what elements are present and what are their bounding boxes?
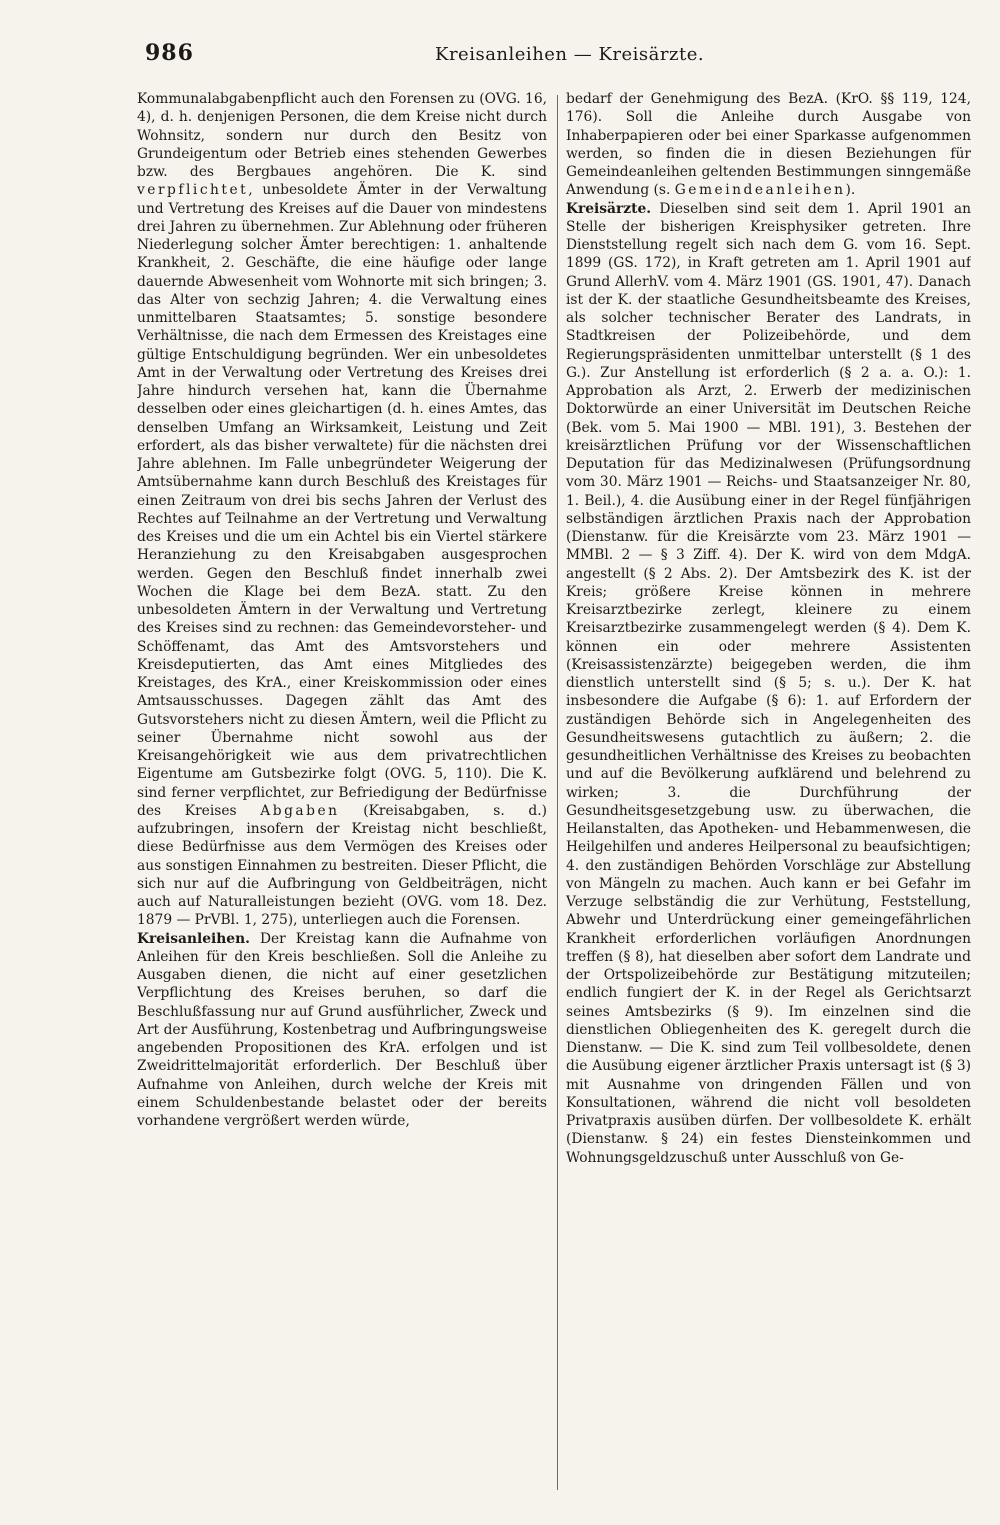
text-run: (Kreisabgaben, s. d.) aufzubringen, insofern der Kreistag nicht beschließt, diese Bedürfnisse aus dem Vermögen des Kreises oder aus sonstigen Einnahmen zu bestreiten. Dieser Pflicht, die sich nur auf die Aufbringung von Geldbeiträgen, nicht auch auf Naturalleistungen bezieht (OVG. vom 18. Dez. 1879 — PrVBl. 1, 275), unterliegen auch die Forensen.	[137, 802, 547, 929]
page-header	[145, 40, 970, 80]
spaced-emphasis: Abgaben	[260, 802, 340, 819]
text-run: , unbesoldete Ämter in der Verwaltung und Vertretung des Kreises auf die Dauer von mindestens drei Jahren zu übernehmen. Zur Ablehnung oder früheren Niederlegung solcher Ämter berechtigen: 1. anhaltende Krankheit, 2. Geschäfte, die eine häufige oder lange dauernde Abwesenheit vom Wohnorte mit sich bringen; 3. das Alter von sechzig Jahren; 4. die Verwaltung eines unmittelbaren Staatsamtes; 5. sonstige besondere Verhältnisse, die nach dem Ermessen des Kreistages eine gültige Entschuldigung begründen. Wer ein unbesoldetes Amt in der Verwaltung oder Vertretung des Kreises drei Jahre hindurch versehen hat, kann die Übernahme desselben oder eines gleichartigen (d. h. eines Amtes, das denselben Umfang an Wirksamkeit, Leistung und Zeit erfordert, als das bisher verwaltete) für die nächsten drei Jahre ablehnen. Im Falle unbegründeter Weigerung der Amtsübernahme kann durch Beschluß des Kreistages für einen Zeitraum von drei bis sechs Jahren der Verlust des Rechtes auf Teilnahme an der Vertretung und Verwaltung des Kreises und die um ein Achtel bis ein Viertel stärkere Heranziehung zu den Kreisabgaben ausgesprochen werden. Gegen den Beschluß findet innerhalb zwei Wochen die Klage bei dem BezA. statt. Zu den unbesoldeten Ämtern in der Verwaltung und Vertretung des Kreises sind zu rechnen: das Gemeindevorsteher- und Schöffenamt, das Amt des Amtsvorstehers und Kreisdeputierten, das Amt eines Mitgliedes des Kreistages, des KrA., einer Kreiskommission oder eines Amtsausschusses. Dagegen zählt das Amt des Gutsvorstehers nicht zu diesen Ämtern, weil die Pflicht zu seiner Übernahme nicht sowohl aus der Kreisangehörigkeit wie aus dem privatrechtlichen Eigentume am Gutsbezirke folgt (OVG. 5, 110). Die K. sind ferner verpflichtet, zur Befriedigung der Bedürfnisse des Kreises	[137, 182, 547, 819]
text-run: Kommunalabgabenpflicht auch den Forensen zu (OVG. 16, 4), d. h. denjenigen Personen, die dem Kreise nicht durch Wohnsitz, sondern nur durch den Besitz von Grundeigentum oder Betrieb eines stehenden Gewerbes bzw. des Bergbaues angehören. Die K. sind	[137, 91, 547, 180]
entry-text: Dieselben sind seit dem 1. April 1901 an Stelle der bisherigen Kreisphysiker getreten. Ihre Dienststellung regelt sich nach dem G. vom 16. Sept. 1899 (GS. 172), in Kraft getreten am 1. April 1901 auf Grund AllerhV. vom 4. März 1901 (GS. 1901, 47). Danach ist der K. der staatliche Gesundheitsbeamte des Kreises, als solcher technischer Berater des Landrats, in Stadtkreisen der Polizeibehörde, und dem Regierungspräsidenten unmittelbar unterstellt (§ 1 des G.). Zur Anstellung ist erforderlich (§ 2 a. a. O.): 1. Approbation als Arzt, 2. Erwerb der medizinischen Doktorwürde an einer Universität im Deutschen Reiche (Bek. vom 5. Mai 1900 — MBl. 191), 3. Bestehen der kreisärztlichen Prüfung vor der Wissenschaftlichen Deputation für das Medizinalwesen (Prüfungsordnung vom 30. März 1901 — Reichs- und Staatsanzeiger Nr. 80, 1. Beil.), 4. die Ausübung einer in der Regel fünfjährigen selbständigen ärztlichen Praxis nach der Approbation (Dienstanw. für die Kreisärzte vom 23. März 1901 — MMBl. 2 — § 3 Ziff. 4). Der K. wird von dem MdgA. angestellt (§ 2 Abs. 2). Der Amtsbezirk des K. ist der Kreis; größere Kreise können in mehrere Kreisarztbezirke zerlegt, kleinere zu einem Kreisarztbezirke zusammengelegt werden (§ 4). Dem K. können ein oder mehrere Assistenten (Kreisassistenzärzte) beigegeben werden, die ihm dienstlich unterstellt sind (§ 5; s. u.). Der K. hat insbesondere die Aufgabe (§ 6): 1. auf Erfordern der zuständigen Behörde sich in Angelegenheiten des Gesundheitswesens gutachtlich zu äußern; 2. die gesundheitlichen Verhältnisse des Kreises zu beobachten und auf die Bevölkerung aufklärend und belehrend zu wirken; 3. die Durchführung der Gesundheitsgesetzgebung usw. zu überwachen, die Heilanstalten, das Apotheken- und Hebammenwesen, die Heilgehilfen und anderes Heilpersonal zu beaufsichtigen; 4. den zuständigen Behörden Vorschläge zur Abstellung von Mängeln zu machen. Auch kann er bei Gefahr im Verzuge selbständig die zur Verhütung, Feststellung, Abwehr und Unterdrückung einer gemeingefährlichen Krankheit erforderlichen vorläufigen Anordnungen treffen (§ 8), hat dieselben aber sofort dem Landrate und der Ortspolizeibehörde zur Bestätigung mitzuteilen; endlich fungiert der K. in der Regel als Gerichtsarzt seines Amtsbezirks (§ 9). Im einzelnen sind die dienstlichen Obliegenheiten des K. geregelt durch die Dienstanw. — Die K. sind zum Teil vollbesoldete, denen die Ausübung eigener ärztlicher Praxis untersagt ist (§ 3) mit Ausnahme von dringenden Fällen und von Konsultationen, während die nicht voll besoldeten Privatpraxis ausüben dürfen. Der vollbesoldete K. erhält (Dienstanw. § 24) ein festes Diensteinkommen und Wohnungsgeldzuschuß unter Ausschluß von Ge-	[566, 200, 971, 1166]
entry-kreisaerzte	[566, 200, 971, 1167]
paragraph-forensen	[137, 90, 547, 930]
left-column	[137, 90, 547, 1500]
entry-text: Der Kreistag kann die Aufnahme von Anleihen für den Kreis beschließen. Soll die Anleihe zu Ausgaben dienen, die nicht auf einer gesetzlichen Verpflichtung des Kreises beruhen, so darf die Beschlußfassung nur auf Grund ausführlicher, Zweck und Art der Ausführung, Kostenbetrag und Aufbringungsweise angebenden Propositionen des KrA. erfolgen und ist Zweidrittelmajorität erforderlich. Der Beschluß über Aufnahme von Anleihen, durch welche der Kreis mit einem Schuldenbestande belastet oder der bereits vorhandene vergrößert werden würde,	[137, 930, 547, 1129]
paragraph-anleihe-continued	[566, 90, 971, 200]
entry-term: Kreisärzte.	[566, 200, 652, 217]
entry-kreisanleihen	[137, 930, 547, 1131]
text-run: bedarf der Genehmigung des BezA. (KrO. §§ 119, 124, 176). Soll die Anleihe durch Ausgabe von Inhaberpapieren oder bei einer Sparkasse aufgenommen werden, so finden die in diesen Beziehungen für Gemeindeanleihen geltenden Bestimmungen sinngemäße Anwendung (s.	[566, 91, 971, 199]
right-column	[566, 90, 971, 1500]
entry-term: Kreisanleihen.	[137, 930, 250, 947]
page-number: 986	[145, 40, 194, 66]
column-divider	[557, 95, 558, 1490]
spaced-emphasis: Gemeindeanleihen	[674, 182, 846, 199]
running-title: Kreisanleihen — Kreisärzte.	[435, 44, 705, 65]
spaced-emphasis: verpflichtet	[137, 182, 249, 199]
text-run: ).	[845, 182, 856, 199]
